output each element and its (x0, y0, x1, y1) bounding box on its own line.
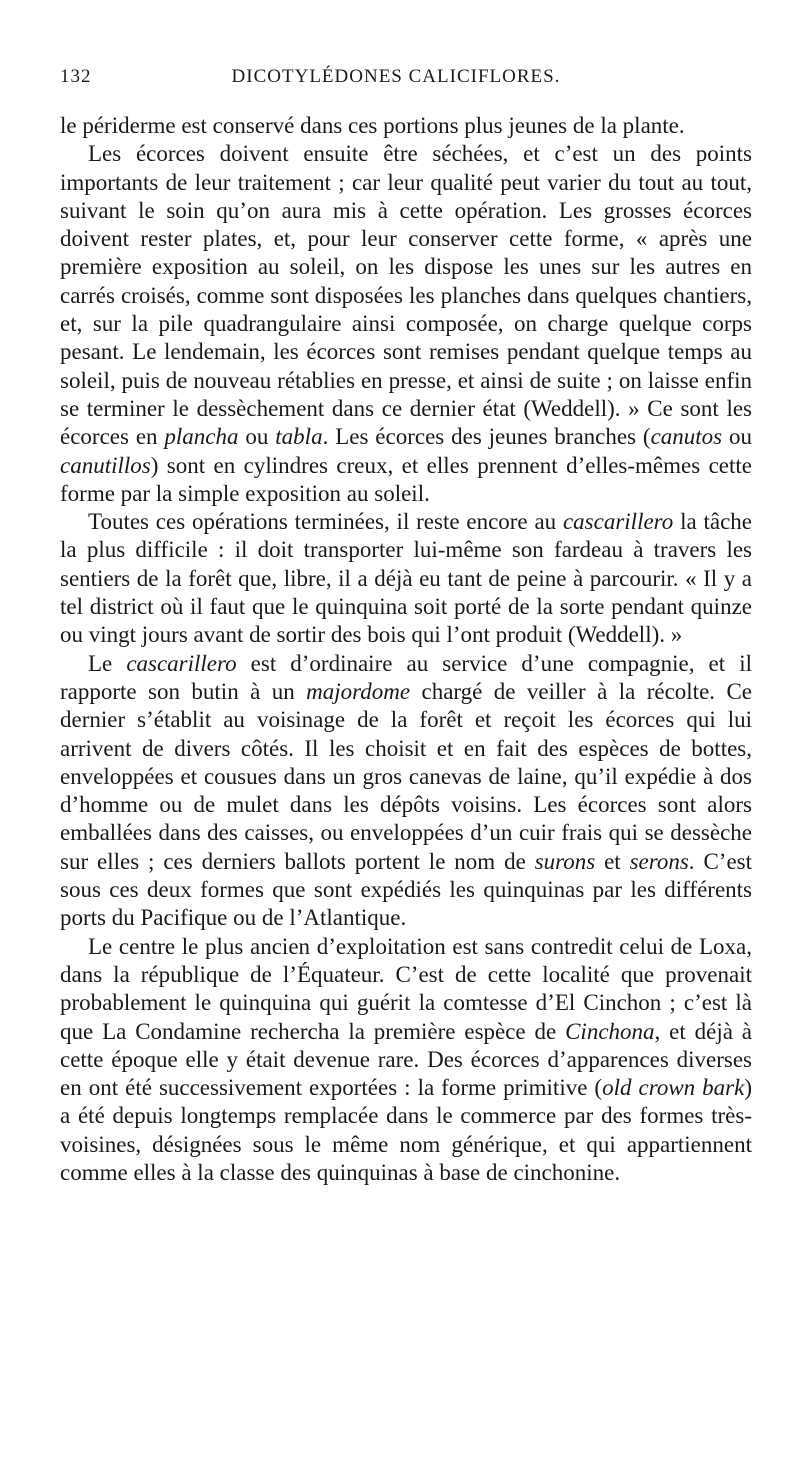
text-run: ou (722, 424, 753, 450)
italic-term: serons (629, 848, 689, 874)
running-title: DICOTYLÉDONES CALICIFLORES. (231, 66, 561, 87)
italic-term: canutillos (60, 452, 151, 478)
text-run: Le centre le plus ancien d’exploitation est sans contredit celui de Loxa, dans la république de l’Équateur. C’est de cette localité que provenait probablement le quinquina qui guérit la comtesse d’El Cinchon ; c’est là que La Condamine rechercha la première espèce de (60, 933, 752, 1044)
text-run: et (595, 848, 630, 874)
text-run: ou (238, 424, 276, 450)
italic-term: Cinchona (565, 1018, 655, 1044)
text-run: Le (88, 650, 127, 676)
italic-term: plancha (164, 424, 239, 450)
italic-term: old crown bark (602, 1075, 745, 1101)
text-run: , et déjà à cette époque elle y était devenue rare. Des écorces d’apparences diverses en ont été successivement exportées : la forme primitive ( (60, 1018, 752, 1101)
italic-term: canutos (650, 424, 723, 450)
text-run: ) sont en cylindres creux, et elles prennent d’elles-mêmes cette forme par la simple exposition au soleil. (60, 452, 752, 506)
text-run: est d’ordinaire au service d’une compagnie, et il rapporte son butin à un (60, 650, 752, 704)
text-run: chargé de veiller à la récolte. Ce dernier s’établit au voisinage de la forêt et reçoit les écorces qui lui arrivent de divers côtés. Il les choisit et en fait des espèces de bottes, enveloppées et cousues dans un gros canevas de laine, qu’il expédie à dos d’homme ou de mulet dans les dépôts voisins. Les écorces sont alors emballées dans des caisses, ou enveloppées d’un cuir frais qui se dessèche sur elles ; ces derniers ballots portent le nom de (60, 678, 752, 874)
text-run: Les écorces doivent ensuite être séchées, et c’est un des points importants de leur traitement ; car leur qualité peut varier du tout au tout, suivant le soin qu’on aura mis à cette opération. Les grosses écorces doivent rester plates, et, pour leur conserver cette forme, « après une première exposition au soleil, on les dispose les unes sur les autres en carrés croisés, comme sont disposées les planches dans quelques chantiers, et, sur la pile quadrangulaire ainsi composée, on charge quelque corps pesant. Le lendemain, les écorces sont remises pendant quelque temps au soleil, puis de nouveau rétablies en presse, et ainsi de suite ; on laisse enfin se terminer le dessèchement dans ce dernier état (Weddell). » Ce sont les écorces en (60, 141, 752, 450)
text-run: ) a été depuis longtemps remplacée dans le commerce par des formes très-voisines, désignées sous le même nom générique, et qui appartiennent comme elles à la classe des quinquinas à base de cinchonine. (60, 1075, 753, 1185)
italic-term: tabla (275, 424, 323, 450)
italic-term: majordome (306, 678, 411, 704)
text-run: le périderme est conservé dans ces portions plus jeunes de la plante. (60, 113, 685, 138)
paragraph-p3 (60, 508, 752, 649)
text-run: . Les écorces des jeunes branches ( (322, 424, 651, 450)
paragraph-p4 (60, 650, 752, 933)
italic-term: cascarillero (126, 650, 237, 676)
text-run: la tâche la plus difficile : il doit transporter lui-même son fardeau à travers les sentiers de la forêt que, libre, il a déjà eu tant de peine à parcourir. « Il y a tel district où il faut que le quinquina soit porté de la sorte pendant quinze ou vingt jours avant de sortir des bois qui l’ont produit (Weddell). » (60, 509, 752, 648)
text-run: . C’est sous ces deux formes que sont expédiés les quinquinas par les différents ports du Pacifique ou de l’Atlantique. (60, 848, 752, 931)
body-text (60, 112, 752, 1187)
page-header (60, 66, 752, 112)
italic-term: cascarillero (562, 509, 674, 535)
paragraph-p5 (60, 933, 752, 1188)
paragraph-p2 (60, 140, 752, 508)
page-number: 132 (60, 66, 92, 87)
text-run: Toutes ces opérations terminées, il reste encore au (88, 509, 563, 535)
italic-term: surons (534, 848, 596, 874)
paragraph-p1 (60, 112, 752, 140)
